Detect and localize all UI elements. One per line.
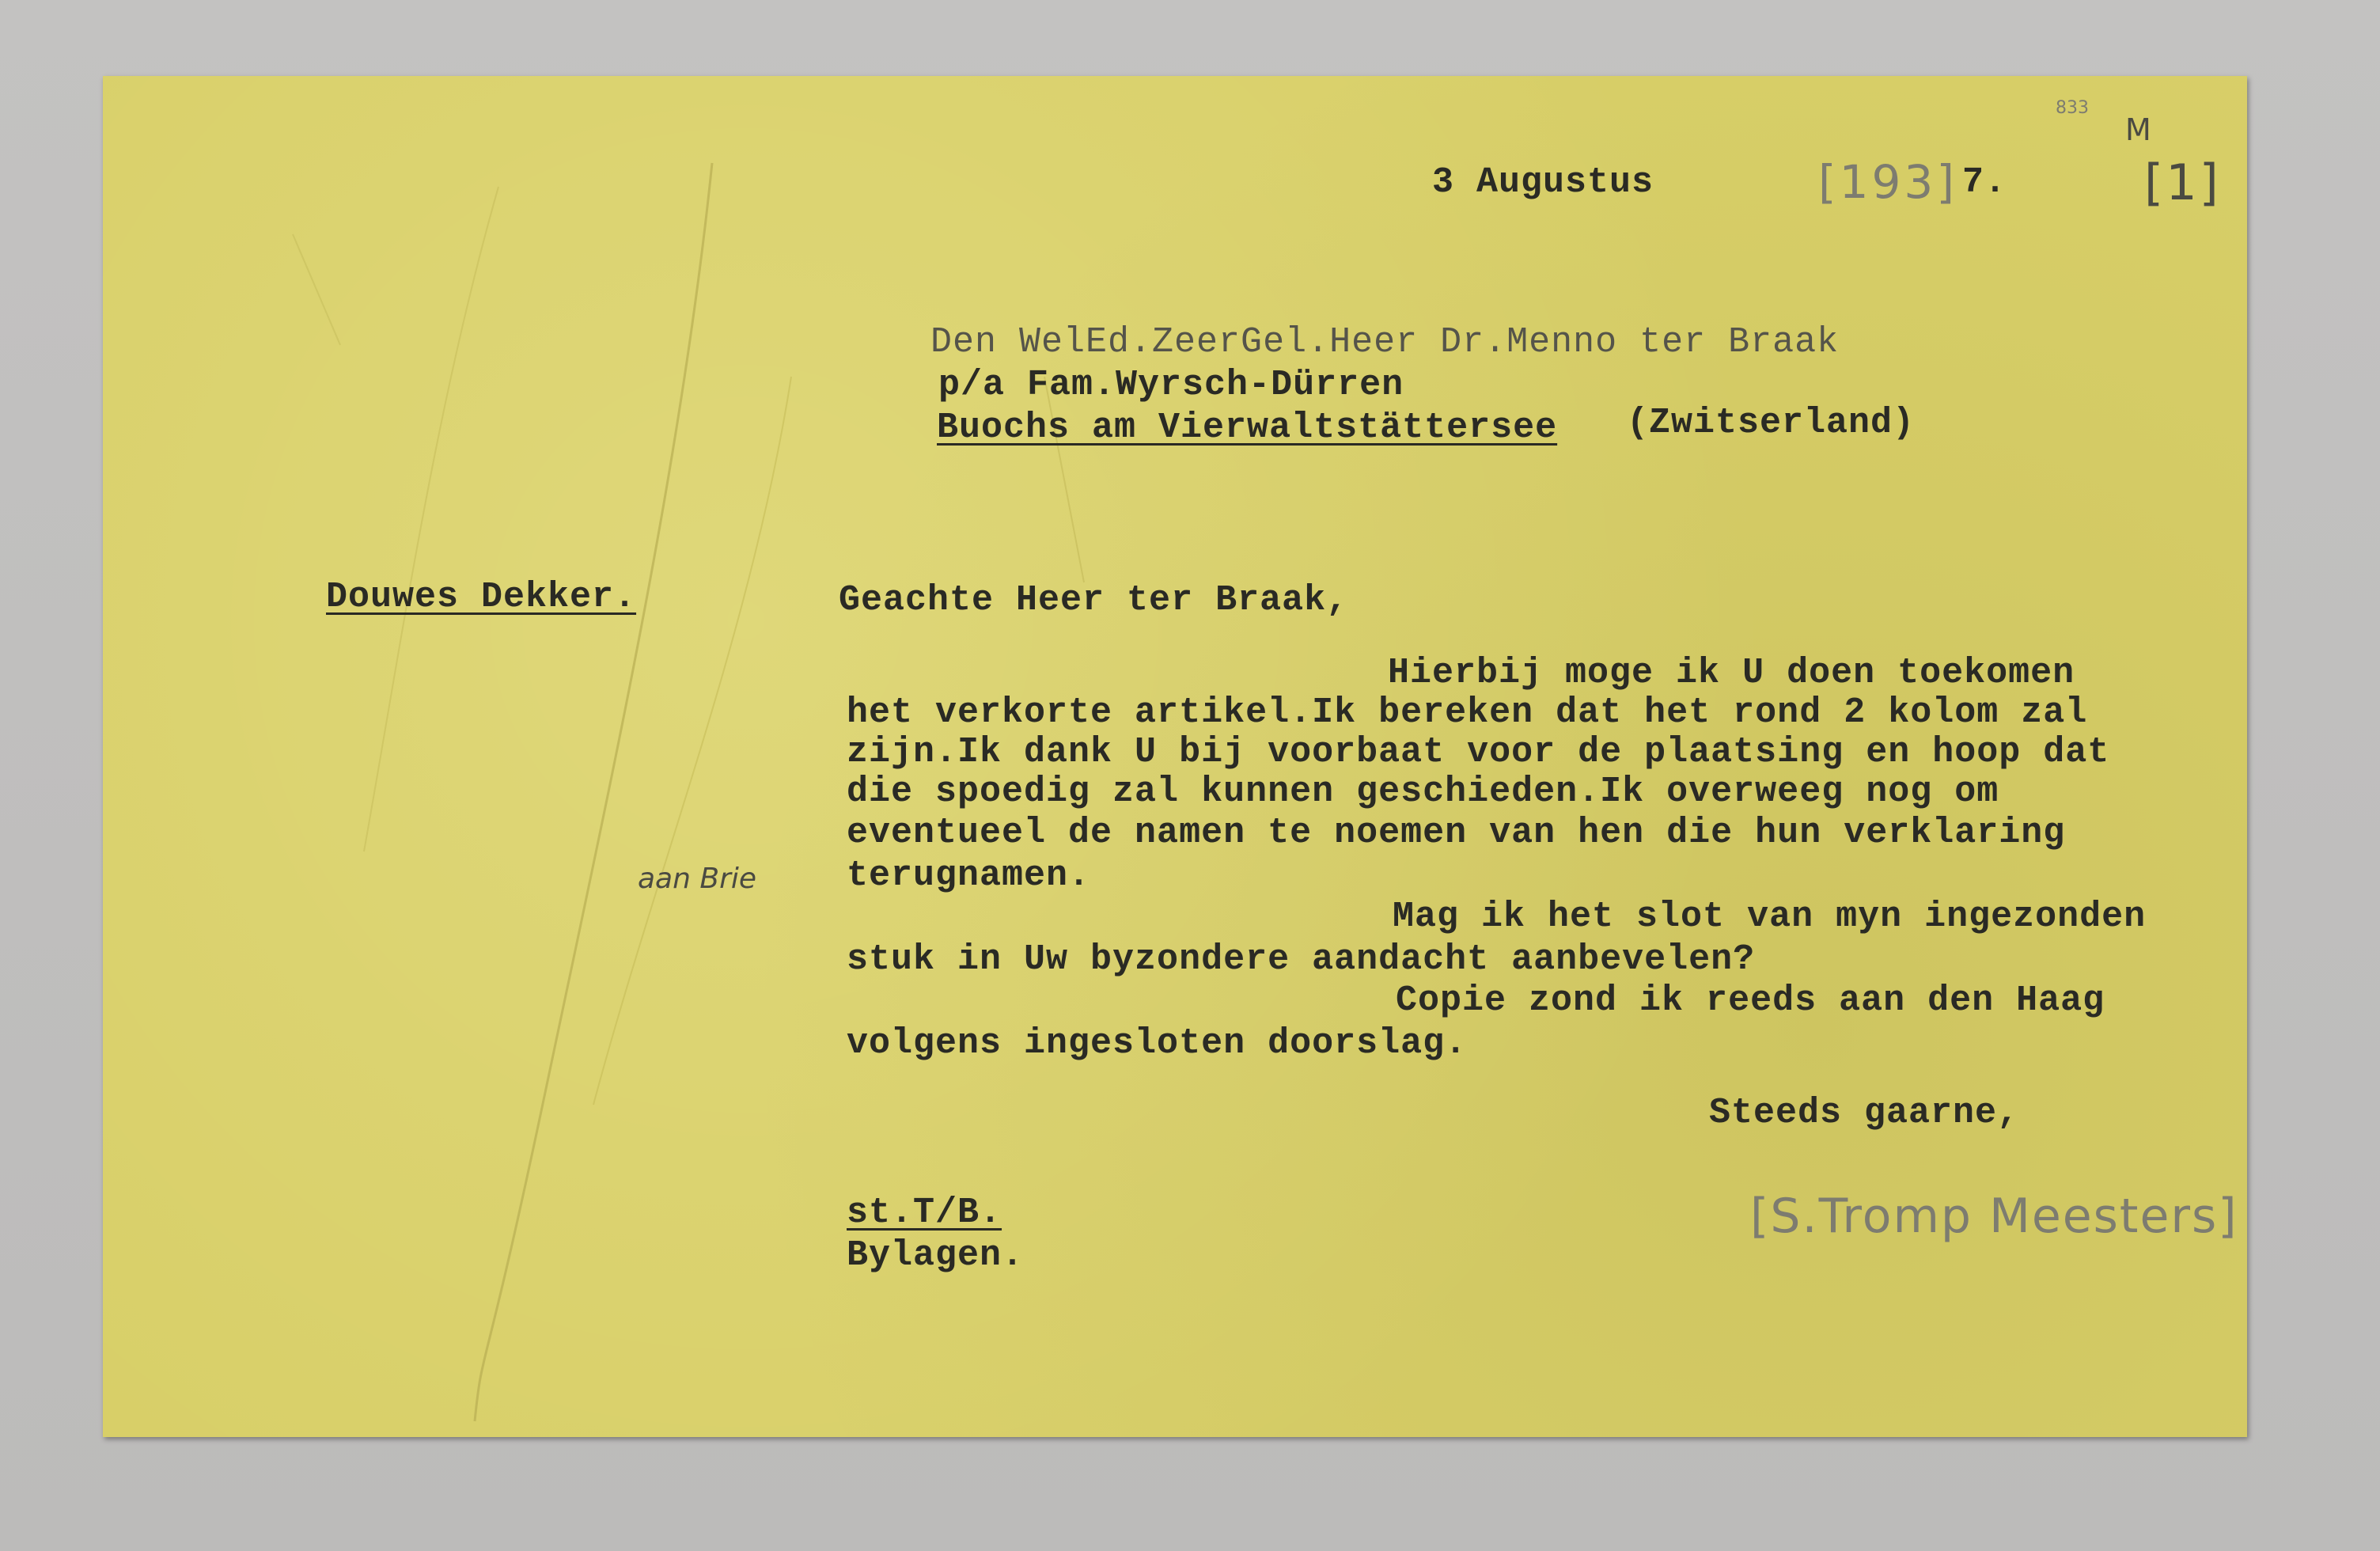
letter-sheet — [103, 76, 2247, 1437]
body-line: het verkorte artikel.Ik bereken dat het rond 2 kolom zal — [847, 692, 2088, 733]
letter-subject: Douwes Dekker. — [326, 577, 637, 617]
address-line-2: p/a Fam.Wyrsch-Dürren — [938, 365, 1404, 405]
letter-date-year-end: 7. — [1962, 162, 2007, 203]
body-line: Hierbij moge ik U doen toekomen — [1388, 653, 2075, 693]
address-line-1: Den WelEd.ZeerGel.Heer Dr.Menno ter Braak — [930, 322, 1840, 362]
typist-initials: st.T/B. — [847, 1193, 1002, 1233]
body-line: stuk in Uw byzondere aandacht aanbevelen? — [847, 939, 1756, 980]
body-line: Mag ik het slot van myn ingezonden — [1393, 897, 2147, 937]
date-year-insert: [193] — [1818, 155, 1957, 209]
body-line: Copie zond ik reeds aan den Haag — [1396, 980, 2105, 1021]
body-line: terugnamen. — [847, 855, 1091, 896]
body-line: zijn.Ik dank U bij voorbaat voor de plaatsing en hoop dat — [847, 732, 2110, 772]
margin-note: aan Brie — [638, 863, 757, 895]
archive-letter: M — [2125, 112, 2151, 147]
enclosures-note: Bylagen. — [847, 1235, 1025, 1276]
letter-date: 3 Augustus — [1432, 162, 1654, 203]
letter-salutation: Geachte Heer ter Braak, — [839, 580, 1349, 620]
body-line: eventueel de namen te noemen van hen die hun verklaring — [847, 813, 2066, 853]
archive-mark: [1] — [2144, 154, 2221, 211]
address-line-3-country: (Zwitserland) — [1627, 403, 1916, 443]
signature-insert: [S.Tromp Meesters] — [1750, 1189, 2238, 1244]
address-line-3-place: Buochs am Vierwaltstättersee — [937, 408, 1558, 448]
letter-closing: Steeds gaarne, — [1709, 1093, 2020, 1133]
body-line: die spoedig zal kunnen geschieden.Ik overweeg nog om — [847, 772, 1999, 812]
archive-number: 833 — [2056, 98, 2089, 118]
body-line: volgens ingesloten doorslag. — [847, 1023, 1468, 1064]
